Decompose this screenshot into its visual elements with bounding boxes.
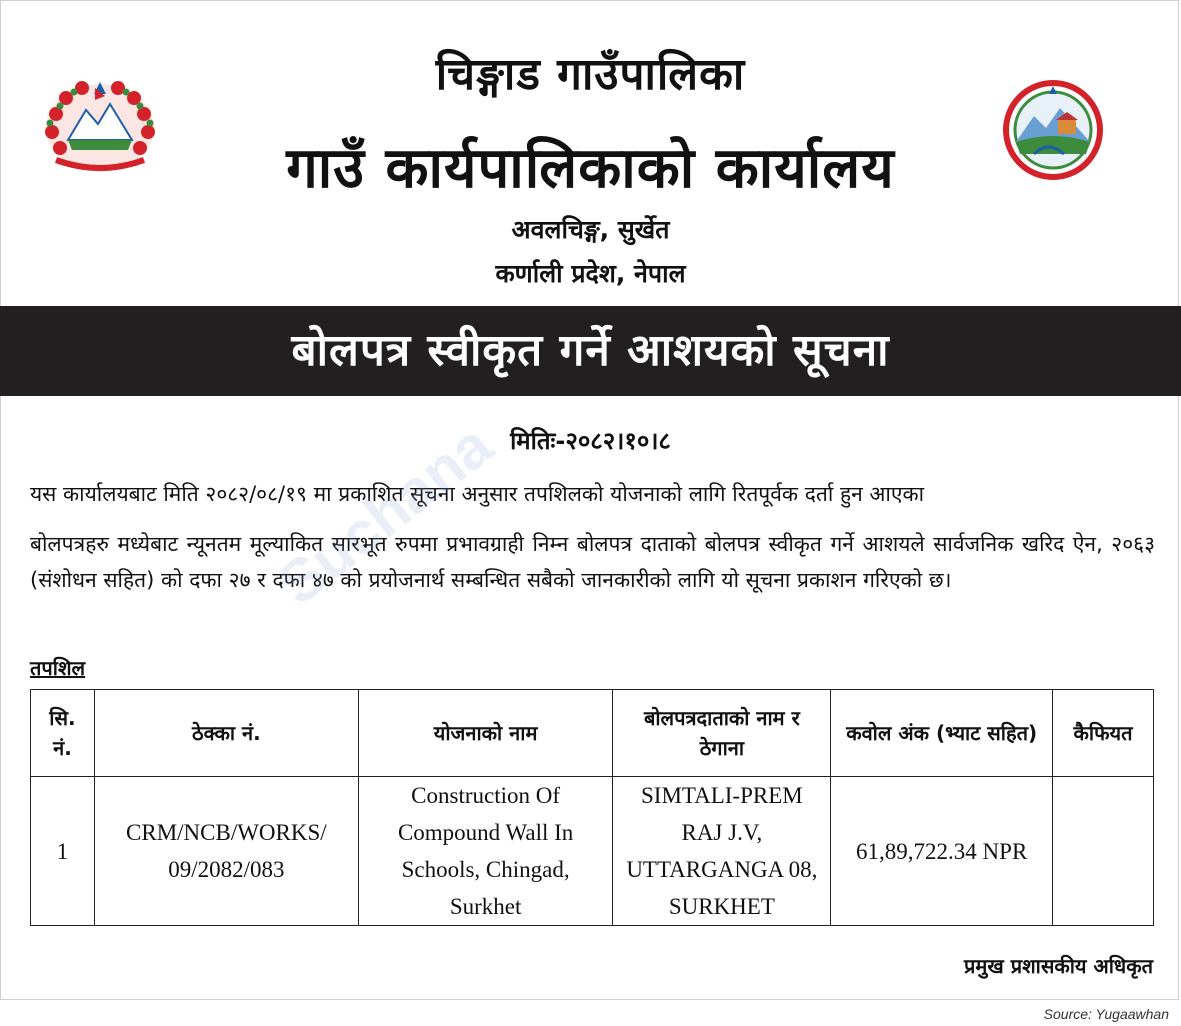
column-header-sn: सि. नं. (31, 690, 95, 777)
column-header-contract-no: ठेक्का नं. (94, 690, 358, 777)
notice-paragraph-body: बोलपत्रहरु मध्येबाट न्यूनतम मूल्याकित सारभूत रुपमा प्रभावग्राही निम्न बोलपत्र दाताको बोलपत्र स्वीकृत गर्ने आशयले सार्वजनिक खरिद ऐन, २०६३ (संशोधन सहित) को दफा २७ र दफा ४७ को प्रयोजनार्थ सम्बन्धित सबैको जानकारीको लागि यो सूचना प्रकाशन गरिएको छ। (30, 532, 1155, 592)
watermark: Suchana (265, 411, 505, 618)
cell-contract-no: CRM/NCB/WORKS/ 09/2082/083 (94, 777, 358, 926)
cell-amount: 61,89,722.34 NPR (831, 777, 1053, 926)
cell-bidder: SIMTALI-PREM RAJ J.V, UTTARGANGA 08, SURKHET (613, 777, 831, 926)
column-header-remarks: कैफियत (1053, 690, 1154, 777)
signatory-title: प्रमुख प्रशासकीय अधिकृत (964, 954, 1153, 978)
notice-paragraph-line1: यस कार्यालयबाट मिति २०८२/०८/१९ मा प्रकाशित सूचना अनुसार तपशिलको योजनाको लागि रितपूर्वक दर्ता हुन आएका (30, 482, 925, 506)
source-credit: Source: Yugaawhan (1043, 1006, 1169, 1022)
cell-sn: 1 (31, 777, 95, 926)
column-header-project-name: योजनाको नाम (358, 690, 613, 777)
column-header-bidder: बोलपत्रदाताको नाम र ठेगाना (613, 690, 831, 777)
address-local: अवलचिङ्ग, सुर्खेत (511, 215, 670, 244)
address-province: कर्णाली प्रदेश, नेपाल (495, 259, 686, 288)
cell-project-name: Construction Of Compound Wall In Schools, Chingad, Surkhet (358, 777, 613, 926)
cell-remarks (1053, 777, 1154, 926)
details-label: तपशिल (30, 656, 86, 680)
notice-banner: बोलपत्र स्वीकृत गर्ने आशयको सूचना (0, 306, 1181, 396)
notice-header (0, 0, 1181, 305)
notice-date: मितिः-२०८२।१०।८ (510, 427, 671, 455)
municipality-name: चिङ्गाड गाउँपालिका (435, 49, 746, 100)
table-row (31, 777, 1154, 926)
table-header-row (31, 690, 1154, 777)
chingad-municipality-logo-icon (994, 80, 1112, 180)
office-name: गाउँ कार्यपालिकाको कार्यालय (286, 136, 895, 201)
notice-body (30, 476, 1155, 598)
column-header-amount: कवोल अंक (भ्याट सहित) (831, 690, 1053, 777)
details-table (30, 689, 1154, 926)
